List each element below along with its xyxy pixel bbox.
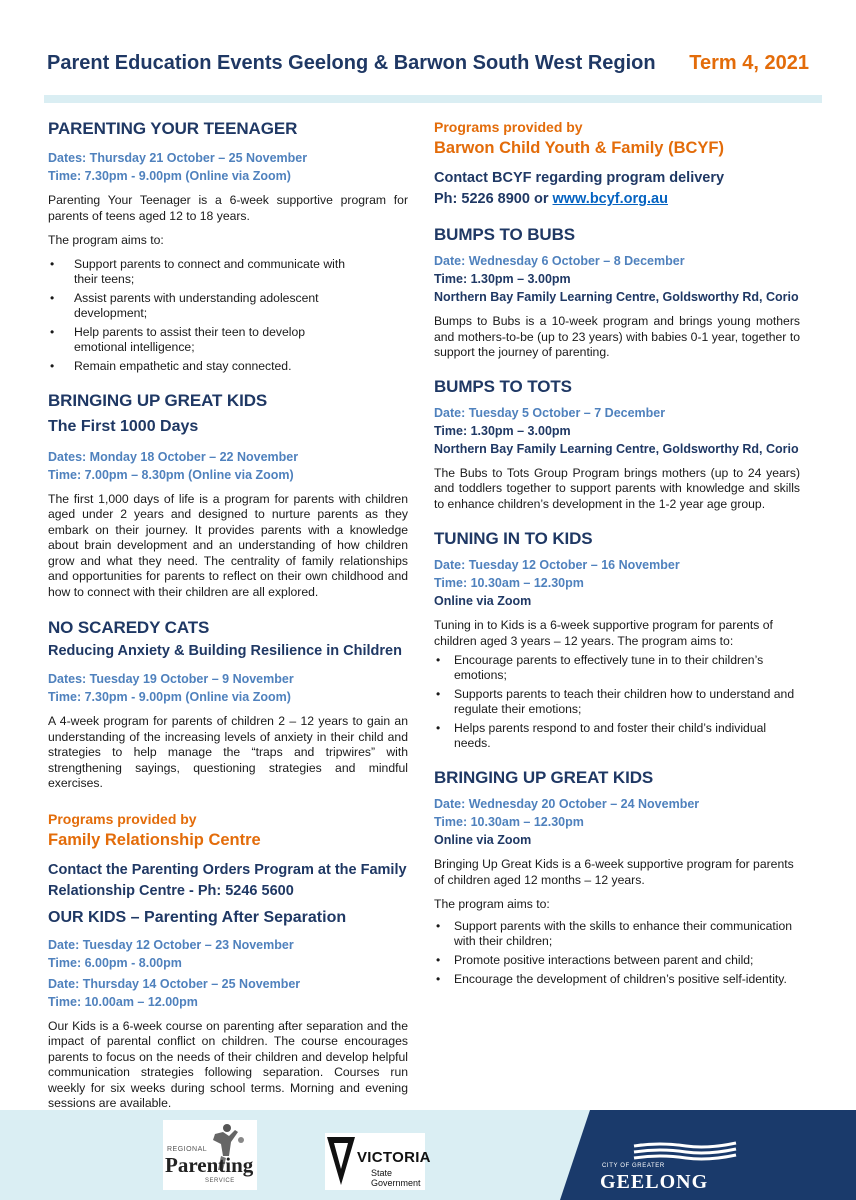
section-bugk <box>434 767 800 987</box>
aims-list <box>48 257 348 374</box>
victoria-government-logo <box>325 1133 431 1190</box>
event-venue: Northern Bay Family Learning Centre, Goldsworthy Rd, Corio <box>434 290 799 304</box>
provider-label: Programs provided by <box>48 810 197 827</box>
event-venue: Northern Bay Family Learning Centre, Goldsworthy Rd, Corio <box>434 441 799 456</box>
bcyf-website-link[interactable]: www.bcyf.org.au <box>552 191 668 207</box>
section-heading: BRINGING UP GREAT KIDS <box>48 390 268 410</box>
event-time: Time: 6.00pm - 8.00pm <box>48 955 182 970</box>
section-heading: BRINGING UP GREAT KIDS <box>434 768 654 787</box>
section-tuning-in-to-kids <box>434 528 800 751</box>
list-item: • Promote positive interactions between parent and child; <box>434 953 800 968</box>
section-parenting-teenager <box>48 118 408 374</box>
logo-text-service: SERVICE <box>205 1178 235 1184</box>
list-item: • Helps parents respond to and foster their child’s individual needs. <box>434 721 800 751</box>
logo-text-geelong: GEELONG <box>600 1171 709 1193</box>
logo-text-parenting: Parenting <box>165 1153 254 1177</box>
event-time: Time: 10.30am – 12.30pm <box>434 815 584 829</box>
event-time: Time: 7.00pm – 8.30pm (Online via Zoom) <box>48 467 294 482</box>
geelong-wave-icon <box>600 1140 740 1164</box>
event-dates: Dates: Monday 18 October – 22 November <box>48 449 299 464</box>
provider-contact: Contact the Parenting Orders Program at the Family Relationship Centre - Ph: 5246 5600 <box>48 861 407 899</box>
event-dates: Date: Tuesday 12 October – 23 November <box>48 937 294 952</box>
event-time: Time: 10.00am – 12.00pm <box>48 994 198 1009</box>
event-venue: Online via Zoom <box>434 833 532 847</box>
event-dates: Date: Tuesday 12 October – 16 November <box>434 558 680 572</box>
left-column <box>48 118 408 1112</box>
provider-label: Programs provided by <box>434 119 583 135</box>
event-dates: Date: Tuesday 5 October – 7 December <box>434 405 666 420</box>
event-time: Time: 1.30pm – 3.00pm <box>434 272 571 286</box>
event-dates: Dates: Thursday 21 October – 25 November <box>48 151 308 165</box>
section-heading: BUMPS TO TOTS <box>434 376 572 396</box>
section-description: The Bubs to Tots Group Program brings mothers (up to 24 years) and toddlers together to support parents with knowledge and skills to enhance children’s development in the 1-2 year age group. <box>434 465 800 511</box>
victoria-triangle-icon <box>325 1133 357 1190</box>
provider-name: Barwon Child Youth & Family (BCYF) <box>434 139 724 157</box>
section-heading: OUR KIDS – Parenting After Separation <box>48 908 347 926</box>
logo-text-state: State <box>371 1168 393 1178</box>
aims-intro: The program aims to: <box>434 897 550 911</box>
section-bugk-1000-days <box>48 390 408 601</box>
event-time: Time: 7.30pm - 9.00pm (Online via Zoom) <box>48 169 291 183</box>
section-heading: PARENTING YOUR TEENAGER <box>48 119 298 138</box>
logo-text-victoria: VICTORIA <box>357 1149 431 1166</box>
section-heading: NO SCAREDY CATS <box>48 618 210 637</box>
aims-intro: The program aims to: <box>48 233 164 247</box>
provider-contact: Contact BCYF regarding program delivery <box>434 170 725 186</box>
section-description: A 4-week program for parents of children 2 – 12 years to gain an understanding of the increasing levels of anxiety in their child and strategies to help manage the “traps and tripwires” with strengthening sayings, questioning strategies and mindful exercises. <box>48 714 408 790</box>
section-subheading: Reducing Anxiety & Building Resilience in Children <box>48 643 402 659</box>
city-of-greater-geelong-logo <box>600 1140 740 1195</box>
section-bumps-to-tots <box>434 376 800 513</box>
event-dates: Date: Wednesday 20 October – 24 November <box>434 797 700 811</box>
list-item: • Remain empathetic and stay connected. <box>48 359 348 374</box>
header-divider <box>44 95 822 103</box>
section-description: Parenting Your Teenager is a 6-week supportive program for parents of teens aged 12 to 18 years. <box>48 193 408 223</box>
event-dates: Date: Thursday 14 October – 25 November <box>48 976 301 991</box>
event-venue: Online via Zoom <box>434 594 532 608</box>
phone-text: Ph: 5226 8900 or <box>434 191 553 207</box>
list-item: • Help parents to assist their teen to develop emotional intelligence; <box>48 325 348 355</box>
list-item: • Encourage the development of children’s positive self-identity. <box>434 972 800 987</box>
event-time: Time: 7.30pm - 9.00pm (Online via Zoom) <box>48 690 291 704</box>
section-bumps-to-bubs <box>434 224 800 361</box>
section-heading: TUNING IN TO KIDS <box>434 529 593 548</box>
section-frc-provider <box>48 810 408 902</box>
aims-list <box>434 919 800 987</box>
aims-list <box>434 653 800 751</box>
event-dates: Date: Wednesday 6 October – 8 December <box>434 254 685 268</box>
list-item: • Supports parents to teach their children how to understand and regulate their emotions; <box>434 687 800 717</box>
section-description: Tuning in to Kids is a 6-week supportive program for parents of children aged 3 years – 12 years. The program aims to: <box>434 618 773 648</box>
term-label: Term 4, 2021 <box>689 52 809 74</box>
section-description: The first 1,000 days of life is a program for parents with children aged under 2 years and designed to nurture parents as they embark on their journey. It provides parents with a knowledge about brain development and an understanding of how children grow and what they need. The centrality of family relationships and opportunities for parents to reflect on their own childhood and how to connect with their children are all explored. <box>48 491 408 599</box>
page-title: Parent Education Events Geelong & Barwon South West Region <box>47 52 656 74</box>
provider-name: Family Relationship Centre <box>48 830 261 849</box>
regional-parenting-logo <box>163 1120 257 1190</box>
logo-text-government: Government <box>371 1178 421 1188</box>
section-our-kids <box>48 907 408 1112</box>
right-column <box>434 118 800 991</box>
section-subheading: The First 1000 Days <box>48 417 199 435</box>
section-description: Bringing Up Great Kids is a 6-week supportive program for parents of children aged 12 months – 12 years. <box>434 857 794 887</box>
section-description: Bumps to Bubs is a 10-week program and brings young mothers and mothers-to-be (up to 23 years) with babies 0-1 year, together to support the journey of parenting. <box>434 314 800 359</box>
provider-phone <box>434 189 800 210</box>
event-dates: Dates: Tuesday 19 October – 9 November <box>48 672 294 686</box>
list-item: • Support parents with the skills to enhance their communication with their children; <box>434 919 800 949</box>
section-bcyf-provider <box>434 118 800 210</box>
section-heading: BUMPS TO BUBS <box>434 225 576 244</box>
event-time: Time: 10.30am – 12.30pm <box>434 576 584 590</box>
logo-text-city-of-greater: CITY OF GREATER <box>602 1163 665 1169</box>
section-no-scaredy-cats <box>48 617 408 792</box>
event-time: Time: 1.30pm – 3.00pm <box>434 423 571 438</box>
list-item: • Support parents to connect and communicate with their teens; <box>48 257 348 287</box>
section-description: Our Kids is a 6-week course on parenting after separation and the impact of parental conflict on children. The course encourages parents to focus on the needs of their children and develop helpful communication strategies following separation. Courses run weekly for six weeks during school terms. Morning and evening sessions are available. <box>48 1018 408 1110</box>
logo-text-regional: REGIONAL <box>167 1146 208 1153</box>
list-item: • Encourage parents to effectively tune in to their children’s emotions; <box>434 653 800 683</box>
list-item: • Assist parents with understanding adolescent development; <box>48 291 348 321</box>
